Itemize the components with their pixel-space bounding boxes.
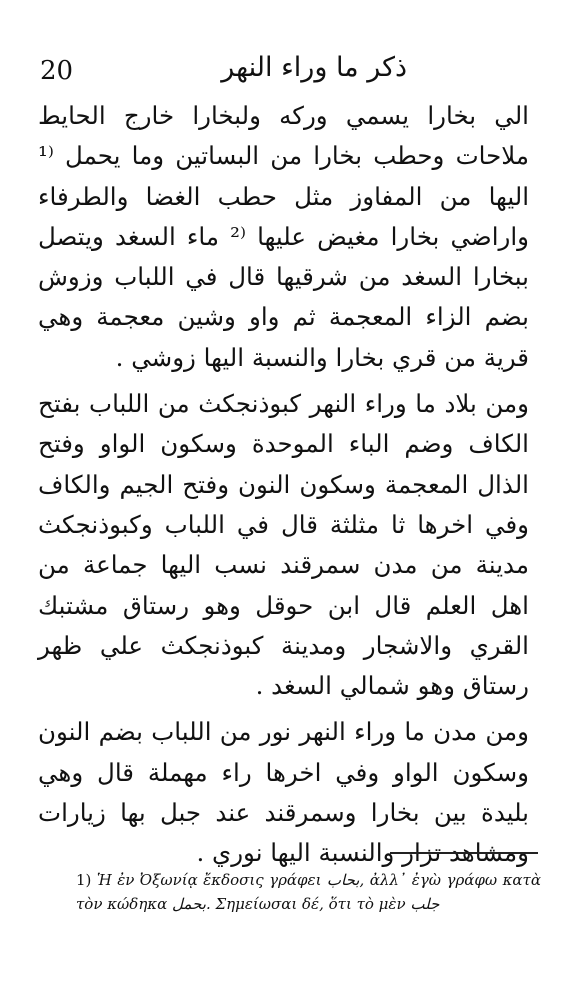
paragraph-bukhara: الي بخارا يسمي وركه ولبخارا خارج الحايط ملاحات وحطب بخارا من البساتين وما يحمل ⁽¹ اليها من المفاوز مثل حطب الغضا والطرفاء واراضي بخارا مغيض عليها ⁽² ماء السغد ويتصل ببخارا السغد من شرقيها قال في اللباب وزوش بضم الزاء المعجمة ثم واو وشين معجمة وهي قرية من قري بخارا والنسبة اليها زوشي .	[38, 101, 529, 372]
footnote	[76, 868, 541, 916]
page-number: 20	[40, 56, 74, 86]
paragraph-kabudhanjakath: ومن بلاد ما وراء النهر كبوذنجكث من اللباب بفتح الكاف وضم الباء الموحدة وسكون الواو وفتح الذال المعجمة وسكون النون وفتح الجيم والكاف وفي اخرها ثا مثلثة قال في اللباب وكبوذنجكث مدينة من مدن سمرقند نسب اليها جماعة من اهل العلم قال ابن حوقل وهو رستاق مشتبك القري والاشجار ومدينة كبوذنجكث علي ظهر رستاق وهو شمالي السغد .	[38, 389, 529, 701]
footnote-marker: 1)	[76, 871, 92, 889]
footnote-text: Ἡ ἐν Ὀξωνίᾳ ἔκδοσις γράφει بحاب, ἀλλ᾽ ἐγὼ γράφω κατὰ τὸν κώδηκα بحمل. Σημείωσαι δέ, ὅτι τὸ μὲν جلب	[76, 871, 541, 913]
body-text	[38, 96, 529, 874]
footnote-divider	[390, 852, 538, 854]
paragraph-nur: ومن مدن ما وراء النهر نور من اللباب بضم النون وسكون الواو وفي اخرها راء مهملة قال وهي بليدة بين بخارا وسمرقند عند جبل بها زيارات ومشاهد تزار والنسبة اليها نوري .	[38, 717, 529, 868]
page-header	[40, 50, 527, 90]
running-title: ذكر ما وراء النهر	[221, 52, 407, 83]
